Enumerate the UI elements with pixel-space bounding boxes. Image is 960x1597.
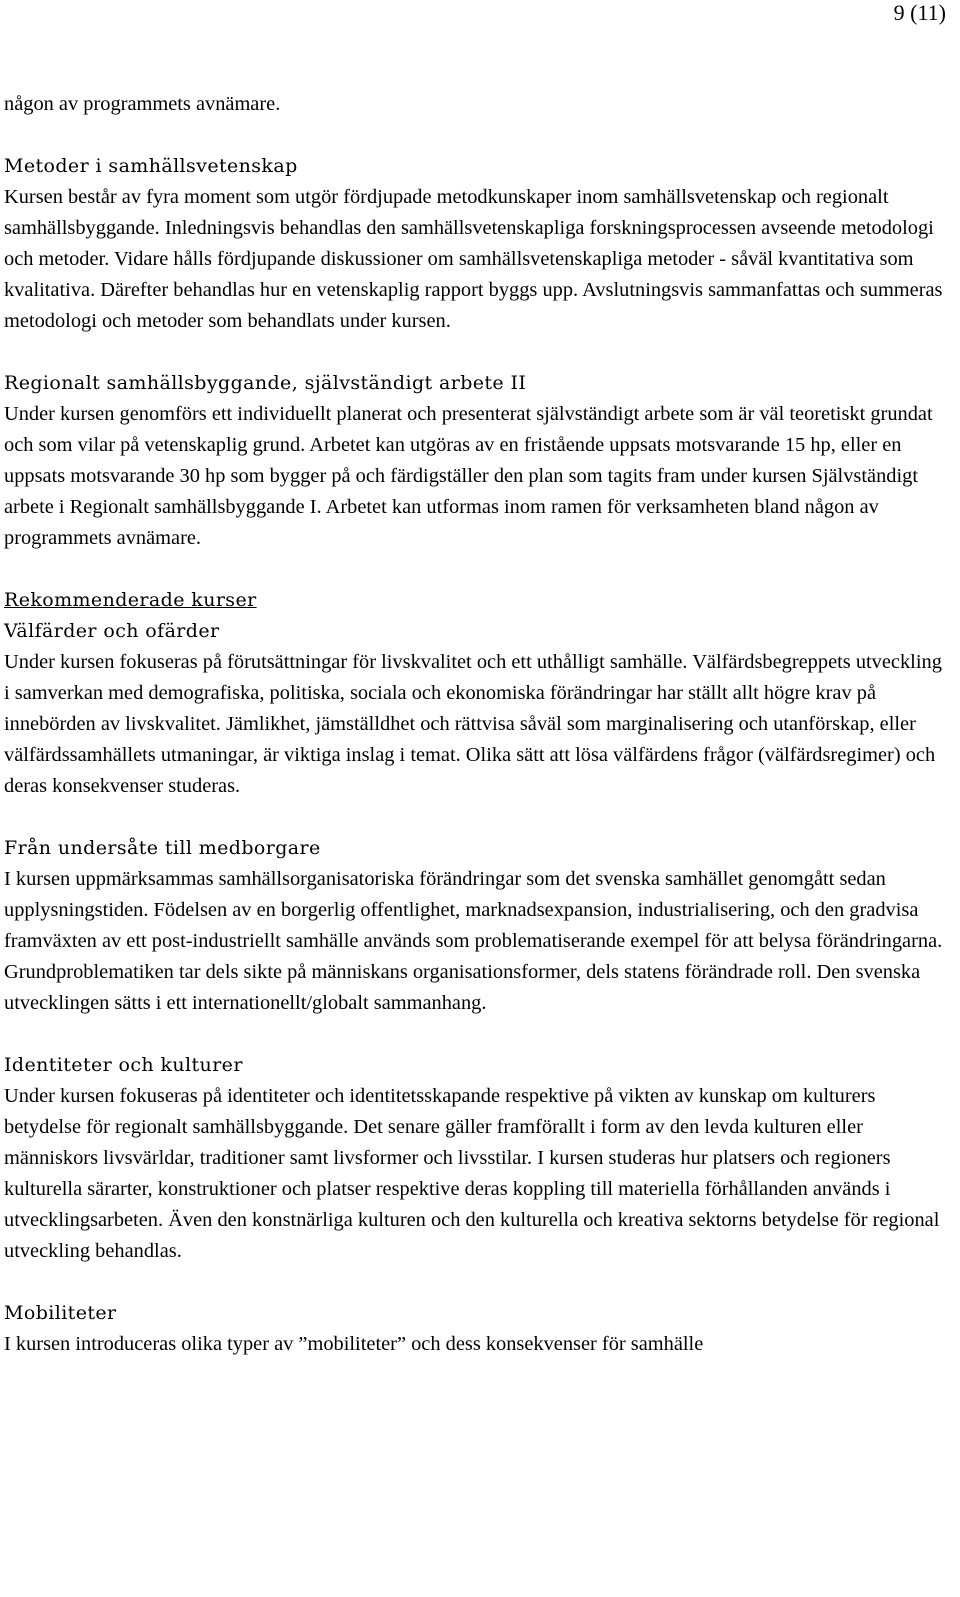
section-heading-regionalt: Regionalt samhällsbyggande, självständigt arbete II xyxy=(4,372,527,394)
document-body xyxy=(4,89,950,1360)
paragraph-gap xyxy=(4,1267,950,1298)
section-heading-rekommenderade-kurser: Rekommenderade kurser xyxy=(4,589,257,611)
paragraph-gap xyxy=(4,1019,950,1050)
section-body-identiteter: Under kursen fokuseras på identiteter och identitetsskapande respektive på vikten av kunskap om kulturers betydelse för regionalt samhällsbyggande. Det senare gäller framförallt i form av den levda kulturen eller människors livsvärldar, traditioner samt livsformer och livsstilar. I kursen studeras hur platsers och regioners kulturella särarter, konstruktioner och platser respektive deras koppling till materiella förhållanden används i utvecklingsarbeten. Även den konstnärliga kulturen och den kulturella och kreativa sektorns betydelse för regional utveckling behandlas. xyxy=(4,1085,940,1262)
section-body-regionalt: Under kursen genomförs ett individuellt planerat och presenterat självständigt arbete som är väl teoretiskt grundat och som vilar på vetenskaplig grund. Arbetet kan utgöras av en fristående uppsats motsvarande 15 hp, eller en uppsats motsvarande 30 hp som bygger på och färdigställer den plan som tagits fram under kursen Självständigt arbete i Regionalt samhällsbyggande I. Arbetet kan utformas inom ramen för verksamheten bland någon av programmets avnämare. xyxy=(4,403,933,549)
section-heading-metoder: Metoder i samhällsvetenskap xyxy=(4,155,298,177)
section-heading-valfarder: Välfärder och ofärder xyxy=(4,620,220,642)
section-body-undersate: I kursen uppmärksammas samhällsorganisatoriska förändringar som det svenska samhället genomgått sedan upplysningstiden. Födelsen av en borgerlig offentlighet, marknadsexpansion, industrialisering, och den gradvisa framväxten av ett post-industriellt samhälle används som problematiserande exempel för att belysa förändringarna. Grundproblematiken tar dels sikte på människans organisationsformer, dels statens förändrade roll. Den svenska utvecklingen sätts i ett internationellt/globalt sammanhang. xyxy=(4,868,943,1014)
paragraph-gap xyxy=(4,120,950,151)
section-heading-undersate: Från undersåte till medborgare xyxy=(4,837,321,859)
paragraph-gap xyxy=(4,337,950,368)
section-heading-mobiliteter: Mobiliteter xyxy=(4,1302,117,1324)
page-number: 9 (11) xyxy=(893,0,946,25)
paragraph-gap xyxy=(4,802,950,833)
paragraph-gap xyxy=(4,554,950,585)
section-body-valfarder: Under kursen fokuseras på förutsättningar för livskvalitet och ett uthålligt samhälle. Välfärdsbegreppets utveckling i samverkan med demografiska, politiska, sociala och ekonomiska förändringar har ställt allt högre krav på innebörden av livskvalitet. Jämlikhet, jämställdhet och rättvisa såväl som marginalisering och utanförskap, eller välfärdssamhällets utmaningar, är viktiga inslag i temat. Olika sätt att lösa välfärdens frågor (välfärdsregimer) och deras konsekvenser studeras. xyxy=(4,651,942,797)
section-heading-identiteter: Identiteter och kulturer xyxy=(4,1054,243,1076)
section-body-metoder: Kursen består av fyra moment som utgör fördjupade metodkunskaper inom samhällsvetenskap och regionalt samhällsbyggande. Inledningsvis behandlas den samhällsvetenskapliga forskningsprocessen avseende metodologi och metoder. Vidare hålls fördjupande diskussioner om samhällsvetenskapliga metoder - såväl kvantitativa som kvalitativa. Därefter behandlas hur en vetenskaplig rapport byggs upp. Avslutningsvis sammanfattas och summeras metodologi och metoder som behandlats under kursen. xyxy=(4,186,943,332)
intro-paragraph: någon av programmets avnämare. xyxy=(4,93,281,115)
section-body-mobiliteter: I kursen introduceras olika typer av ”mobiliteter” och dess konsekvenser för samhälle xyxy=(4,1333,704,1355)
